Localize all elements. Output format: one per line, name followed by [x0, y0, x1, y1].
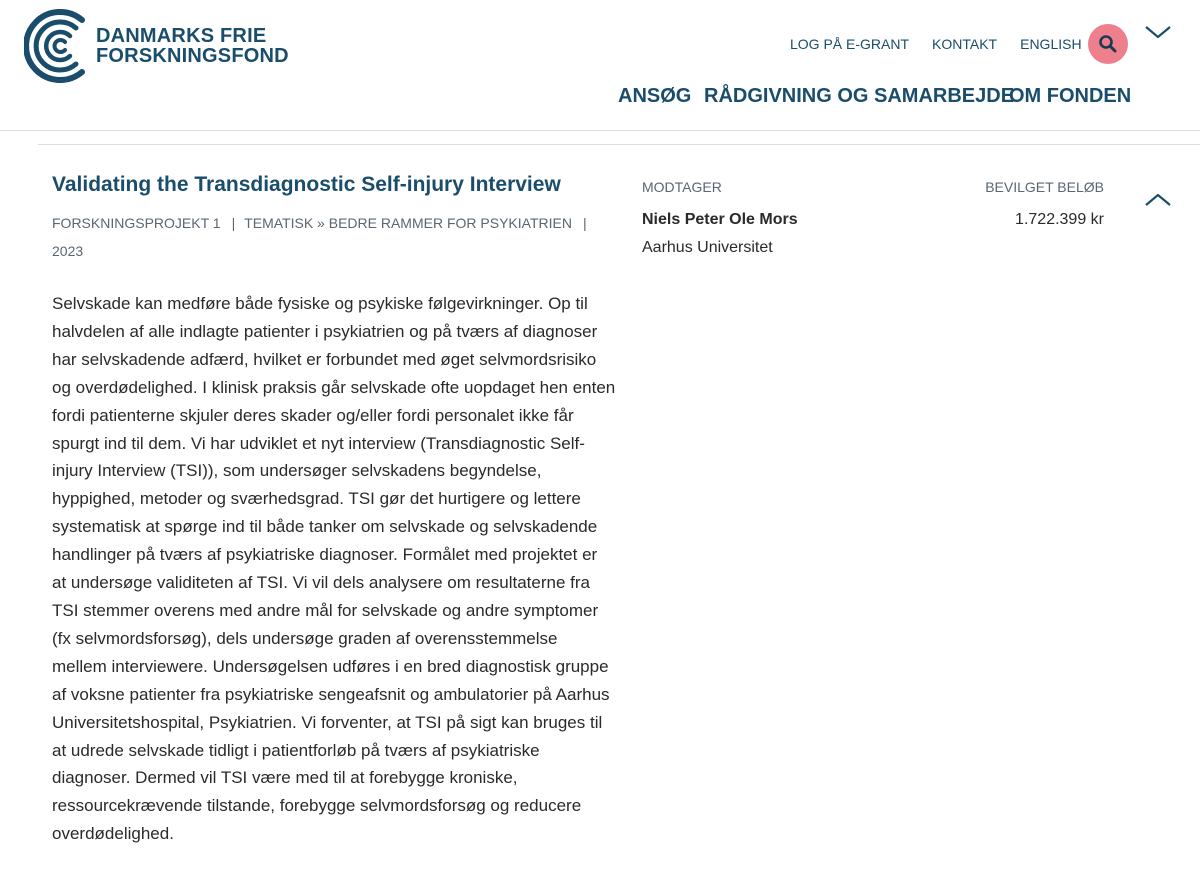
project-description: Selvskade kan medføre både fysiske og psykiske følgevirkninger. Op til halvdelen af alle indlagte patienter i psykiatrien og på tværs af diagnoser har selvskadende adfærd, hvilket er forbundet med øget selvmordsrisiko og overdødelighed. I klinisk praksis går selvskade ofte uopdaget hen enten fordi patienterne skjuler deres skader og/eller fordi personalet ikke får spurgt ind til dem. Vi har udviklet et nyt interview (Transdiagnostic Self-injury Interview (TSI)), som undersøger selvskadens begyndelse, hyppighed, metoder og sværhedsgrad. TSI gør det hurtigere og lettere systematisk at spørge ind til både tanker om selvskade og selvskadende handlinger på tværs af psykiatriske diagnoser. Formålet med projektet er at undersøge validiteten af TSI. Vi vil dels analysere om resultaterne fra TSI stemmer overens med andre mål for selvskade og andre symptomer (fx selvmordsforsøg), dels undersøge graden af overensstemmelse mellem interviewere. Undersøgelsen udføres i en bred diagnostisk gruppe af voksne patienter fra psykiatriske sengeafsnit og ambulatorier på Aarhus Universitetshospital, Psykiatrien. Vi forventer, at TSI på sigt kan bruges til at udrede selvskade tidligt i patientforløb på tværs af psykiatriske diagnoser. Dermed vil TSI være med til at forebygge kroniske, ressourcekrævende tilstande, forebygge selvmordsforsøg og reducere overdødelighed. — [52, 294, 616, 844]
utility-nav — [790, 36, 1082, 52]
granted-amount: 1.722.399 kr — [1015, 211, 1104, 228]
project-type: FORSKNINGSPROJEKT 1 — [52, 215, 221, 231]
meta-separator: | — [231, 215, 236, 231]
login-link[interactable]: LOG PÅ E-GRANT — [790, 36, 910, 52]
recipient-name: Niels Peter Ole Mors — [642, 211, 798, 228]
logo-rings-icon — [24, 8, 90, 84]
site-logo[interactable] — [24, 8, 289, 84]
project-title: Validating the Transdiagnostic Self-injury Interview — [52, 173, 561, 196]
chevron-up-icon[interactable] — [1144, 190, 1172, 210]
search-icon — [1098, 34, 1118, 54]
meta-separator: | — [582, 215, 587, 231]
main-nav-item-ansoeg[interactable]: ANSØG — [618, 85, 692, 107]
contact-link[interactable]: KONTAKT — [932, 36, 998, 52]
project-meta — [52, 209, 612, 265]
project-theme[interactable]: TEMATISK » BEDRE RAMMER FOR PSYKIATRIEN — [244, 215, 572, 231]
brand-name-line1: DANMARKS FRIE — [96, 25, 267, 47]
project-year: 2023 — [52, 243, 84, 259]
amount-label: BEVILGET BELØB — [985, 179, 1104, 195]
brand-name-line2: FORSKNINGSFOND — [96, 45, 289, 67]
main-nav-item-om-fonden[interactable]: OM FONDEN — [1009, 85, 1132, 107]
chevron-down-icon[interactable] — [1144, 22, 1172, 42]
recipient-label: MODTAGER — [642, 179, 722, 195]
site-header — [0, 0, 1200, 131]
recipient-org: Aarhus Universitet — [642, 239, 773, 256]
content-divider — [38, 144, 1200, 145]
language-link[interactable]: ENGLISH — [1020, 36, 1082, 52]
main-nav-item-raadgivning[interactable]: RÅDGIVNING OG SAMARBEJDE — [704, 85, 1015, 107]
brand-name — [96, 26, 289, 66]
search-button[interactable] — [1088, 24, 1128, 64]
